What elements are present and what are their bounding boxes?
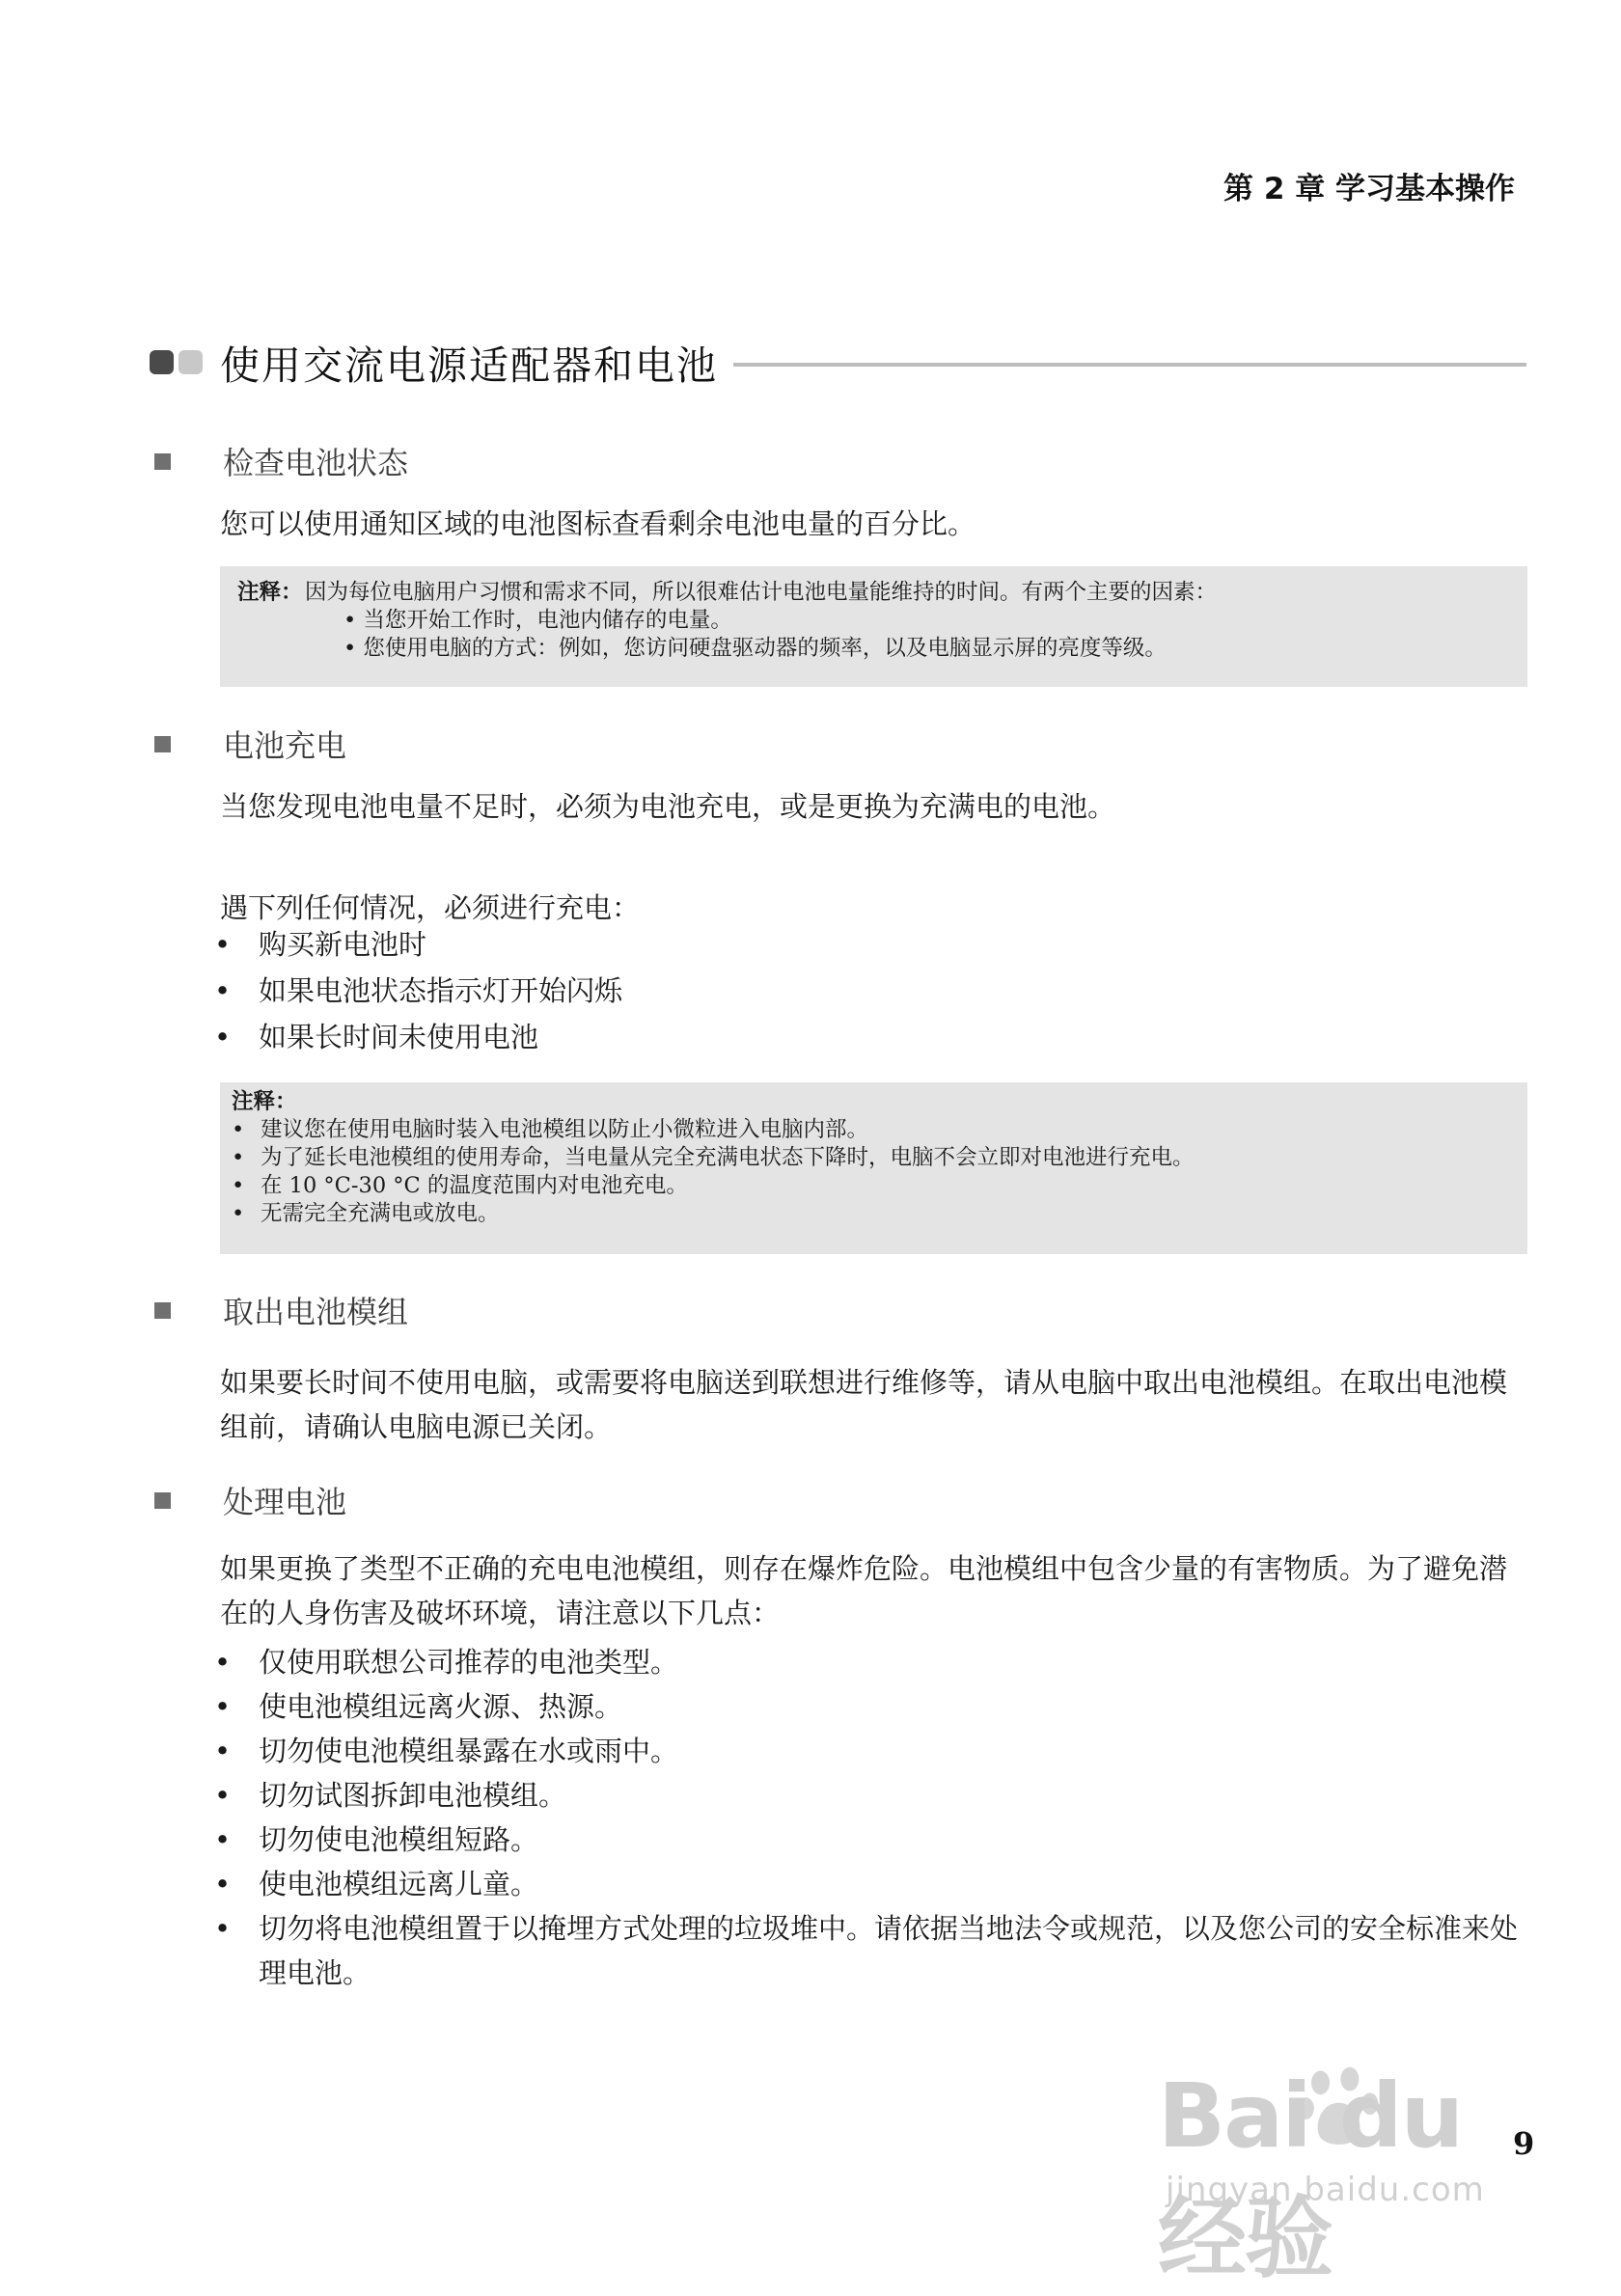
note-item: • 在 10 °C-30 °C 的温度范围内对电池充电。 <box>232 1173 688 1198</box>
charging-conditions-list <box>214 922 1522 1059</box>
list-item: • 切勿使电池模组短路。 <box>214 1823 539 1856</box>
subsection-check-battery <box>154 439 408 483</box>
section-marker-light <box>179 350 203 374</box>
subsection-marker <box>154 1492 171 1509</box>
subsection-marker <box>154 453 171 470</box>
subsection-heading: 取出电池模组 <box>223 1294 409 1330</box>
note-label: 注释： <box>232 1089 297 1114</box>
page-number: 9 <box>1513 2125 1535 2162</box>
list-item: • 切勿使电池模组暴露在水或雨中。 <box>214 1735 679 1767</box>
note-battery-life <box>220 566 1527 687</box>
subsection-marker <box>154 736 171 752</box>
handling-text: 如果更换了类型不正确的充电电池模组，则存在爆炸危险。电池模组中包含少量的有害物质。为了避免潜在的人身伤害及破坏环境，请注意以下几点： <box>220 1552 1508 1629</box>
list-item: • 切勿将电池模组置于以掩埋方式处理的垃圾堆中。请依据当地法令或规范，以及您公司的安全标准来处理电池。 <box>214 1912 1519 1989</box>
check-battery-text: 您可以使用通知区域的电池图标查看剩余电池电量的百分比。 <box>220 507 976 540</box>
section-marker-dark <box>150 350 174 374</box>
section-title-rule <box>733 363 1526 367</box>
remove-text: 如果要长时间不使用电脑，或需要将电脑送到联想进行维修等，请从电脑中取出电池模组。在取出电池模组前，请确认电脑电源已关闭。 <box>220 1366 1508 1443</box>
note-item: • 当您开始工作时，电池内储存的电量。 <box>343 608 732 633</box>
handling-precautions-list <box>214 1640 1522 1995</box>
subsection-handling <box>154 1478 346 1522</box>
note-item: • 无需完全充满电或放电。 <box>232 1201 500 1226</box>
baidu-jingyan-watermark <box>1148 2064 1563 2290</box>
list-item: • 使电池模组远离火源、热源。 <box>214 1690 623 1723</box>
list-item: • 使电池模组远离儿童。 <box>214 1868 539 1900</box>
charging-intro: 遇下列任何情况，必须进行充电： <box>220 891 641 924</box>
note-item: • 为了延长电池模组的使用寿命，当电量从完全充满电状态下降时，电脑不会立即对电池进行充电。 <box>232 1145 1195 1170</box>
list-item: • 仅使用联想公司推荐的电池类型。 <box>214 1646 679 1679</box>
subsection-heading: 处理电池 <box>223 1484 347 1520</box>
section-title: 使用交流电源适配器和电池 <box>220 342 718 389</box>
watermark-logo: Bai du 经验 <box>1158 2064 1463 2290</box>
note-item: • 建议您在使用电脑时装入电池模组以防止小微粒进入电脑内部。 <box>232 1117 869 1142</box>
subsection-heading: 检查电池状态 <box>223 445 409 481</box>
note-charging <box>220 1082 1527 1254</box>
list-item: • 如果长时间未使用电池 <box>214 1021 539 1053</box>
subsection-charging <box>154 722 346 766</box>
charging-text: 当您发现电池电量不足时，必须为电池充电，或是更换为充满电的电池。 <box>220 790 1116 823</box>
chapter-header: 第 2 章 学习基本操作 <box>1223 172 1515 206</box>
note-item: • 您使用电脑的方式：例如，您访问硬盘驱动器的频率，以及电脑显示屏的亮度等级。 <box>343 636 1167 661</box>
subsection-remove <box>154 1288 408 1332</box>
watermark-url: jingyan.baidu.com <box>1166 2171 1485 2209</box>
list-item: • 如果电池状态指示灯开始闪烁 <box>214 974 623 1007</box>
note-text: 因为每位电脑用户习惯和需求不同，所以很难估计电池电量能维持的时间。有两个主要的因素： <box>305 580 1218 605</box>
section-title-row <box>150 333 1526 391</box>
list-item: • 购买新电池时 <box>214 928 427 961</box>
subsection-marker <box>154 1302 171 1319</box>
list-item: • 切勿试图拆卸电池模组。 <box>214 1779 567 1812</box>
subsection-heading: 电池充电 <box>223 727 347 764</box>
note-label: 注释： <box>237 580 303 605</box>
